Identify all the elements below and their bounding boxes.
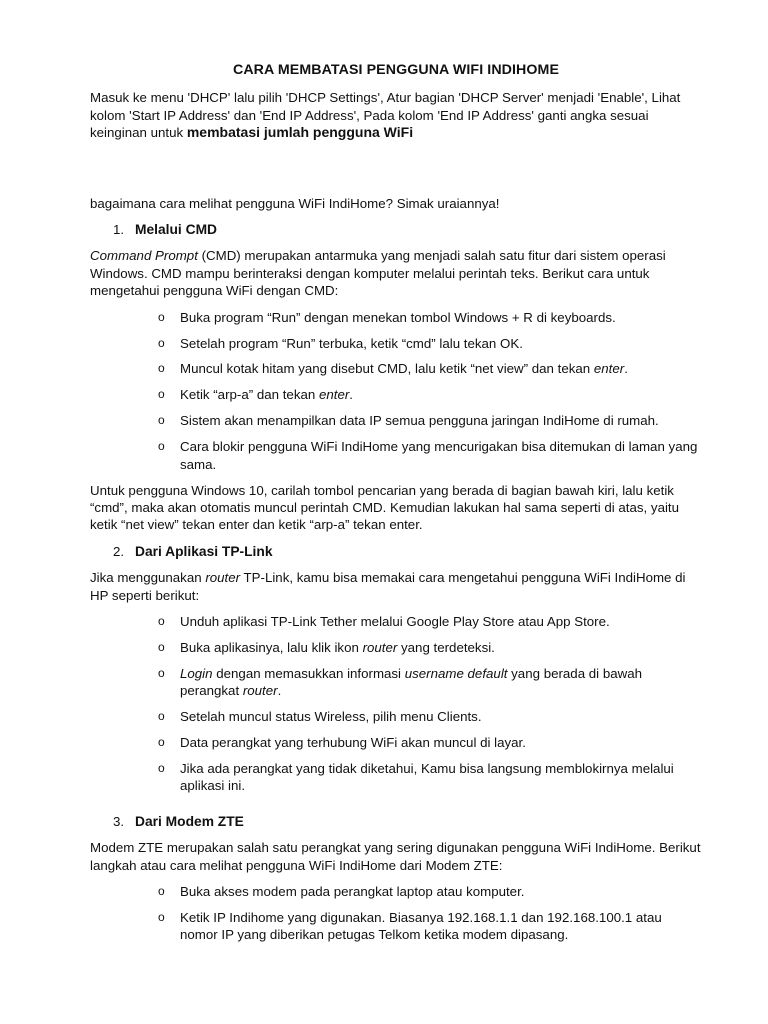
text-run: username default xyxy=(404,665,508,681)
text-run: router xyxy=(242,683,278,699)
text-run: TP-Link, kamu bisa memakai cara mengetahui pengguna WiFi IndiHome di HP seperti berikut: xyxy=(90,570,686,603)
bullet-icon: o xyxy=(158,439,165,454)
text-run: Modem ZTE merupakan salah satu perangkat yang sering digunakan pengguna WiFi IndiHome. Berikut langkah atau cara melihat pengguna WiFi IndiHome dari Modem ZTE: xyxy=(90,840,701,873)
section-intro xyxy=(90,569,702,604)
text-run: Login xyxy=(180,665,213,681)
list-item-text xyxy=(180,614,610,629)
list-item xyxy=(90,360,702,377)
list-item xyxy=(90,412,702,429)
text-run: . xyxy=(624,361,628,377)
text-run: router xyxy=(205,570,241,586)
list-item-text xyxy=(180,884,524,899)
text-run: router xyxy=(362,639,398,655)
list-item xyxy=(90,665,702,700)
text-run: Ketik IP Indihome yang digunakan. Biasanya 192.168.1.1 dan 192.168.100.1 atau nomor IP yang diberikan petugas Telkom ketika modem dipasang. xyxy=(180,909,662,943)
text-run: Setelah program “Run” terbuka, ketik “cmd” lalu tekan OK. xyxy=(180,335,523,351)
text-run: Ketik “arp-a” dan tekan xyxy=(180,387,319,403)
bullet-list xyxy=(90,309,702,473)
lead-paragraph: bagaimana cara melihat pengguna WiFi IndiHome? Simak uraiannya! xyxy=(90,195,500,211)
text-run: Buka program “Run” dengan menekan tombol Windows + R di keyboards. xyxy=(180,309,616,325)
section-outro: Untuk pengguna Windows 10, carilah tombol pencarian yang berada di bagian bawah kiri, lalu ketik “cmd”, maka akan otomatis muncul perintah CMD. Kemudian lakukan hal sama seperti di atas, yaitu ketik “net view” tekan enter dan ketik “arp-a” tekan enter. xyxy=(90,482,680,533)
section-heading xyxy=(90,221,702,238)
bullet-icon: o xyxy=(158,335,165,350)
list-item-text xyxy=(180,439,697,471)
list-item xyxy=(90,883,702,900)
section-heading xyxy=(90,543,702,560)
list-item xyxy=(90,708,702,725)
list-item-text xyxy=(180,640,495,655)
bullet-icon: o xyxy=(158,639,165,654)
text-run: Buka aplikasinya, lalu klik ikon xyxy=(180,639,363,655)
text-run: yang terdeteksi. xyxy=(397,639,495,655)
section-number: 3. xyxy=(113,813,125,829)
section-cmd xyxy=(90,221,702,534)
bullet-list xyxy=(90,883,702,944)
text-run: enter xyxy=(318,387,350,403)
text-run: Cara blokir pengguna WiFi IndiHome yang mencurigakan bisa ditemukan di laman yang sama. xyxy=(180,439,698,472)
intro-paragraph xyxy=(90,89,702,141)
bullet-icon: o xyxy=(158,413,165,428)
text-run: Data perangkat yang terhubung WiFi akan muncul di layar. xyxy=(180,734,526,750)
list-item xyxy=(90,309,702,326)
section-intro xyxy=(90,839,702,874)
section-tp-link xyxy=(90,543,702,795)
text-run: Jika ada perangkat yang tidak diketahui, Kamu bisa langsung memblokirnya melalui aplikasi ini. xyxy=(180,760,674,794)
text-run: Buka akses modem pada perangkat laptop atau komputer. xyxy=(180,883,525,899)
list-item-text xyxy=(180,666,642,698)
bullet-icon: o xyxy=(158,909,165,924)
list-item xyxy=(90,734,702,751)
text-run: enter xyxy=(593,361,625,377)
text-run: Masuk ke menu 'DHCP' lalu pilih 'DHCP Settings', Atur bagian 'DHCP Server' menjadi 'Enable', Lihat kolom 'Start IP Address' dan 'End IP Address', Pada kolom 'End IP Address' ganti angka sesuai keinginan untuk xyxy=(90,90,681,141)
list-item-text xyxy=(180,413,659,428)
list-item-text xyxy=(180,336,523,351)
text-run: . xyxy=(349,387,353,403)
text-run: Sistem akan menampilkan data IP semua pengguna jaringan IndiHome di rumah. xyxy=(180,413,659,429)
section-modem-zte xyxy=(90,813,702,944)
text-run: Jika menggunakan xyxy=(90,570,206,586)
list-item-text xyxy=(180,387,353,402)
bullet-icon: o xyxy=(158,665,165,680)
list-item xyxy=(90,760,702,795)
text-run: Muncul kotak hitam yang disebut CMD, lalu ketik “net view” dan tekan xyxy=(180,361,594,377)
text-run: (CMD) merupakan antarmuka yang menjadi salah satu fitur dari sistem operasi Windows. CMD mampu berinteraksi dengan komputer melalui perintah teks. Berikut cara untuk mengetahui pengguna WiFi dengan CMD: xyxy=(90,248,666,299)
list-item xyxy=(90,386,702,403)
document-page xyxy=(90,62,702,952)
text-run: Unduh aplikasi TP-Link Tether melalui Google Play Store atau App Store. xyxy=(180,613,610,629)
list-item-text xyxy=(180,761,674,793)
bullet-icon: o xyxy=(158,309,165,324)
section-intro xyxy=(90,247,702,299)
list-item-text xyxy=(180,361,628,376)
section-title: Dari Modem ZTE xyxy=(135,813,244,829)
list-item xyxy=(90,613,702,630)
list-item-text xyxy=(180,709,482,724)
bullet-list xyxy=(90,613,702,795)
list-item xyxy=(90,335,702,352)
list-item-text xyxy=(180,735,526,750)
section-number: 2. xyxy=(113,543,125,559)
section-heading xyxy=(90,813,702,830)
list-item-text xyxy=(180,910,662,942)
list-item xyxy=(90,438,702,473)
list-item-text xyxy=(180,310,616,325)
document-title: CARA MEMBATASI PENGGUNA WIFI INDIHOME xyxy=(232,62,560,78)
section-title: Dari Aplikasi TP-Link xyxy=(135,543,273,559)
text-run: . xyxy=(277,683,282,699)
list-item xyxy=(90,639,702,656)
text-run: Command Prompt xyxy=(90,248,198,264)
section-title: Melalui CMD xyxy=(135,222,218,238)
section-number: 1. xyxy=(113,222,125,238)
bullet-icon: o xyxy=(158,760,165,775)
bullet-icon: o xyxy=(158,387,165,402)
list-item xyxy=(90,909,702,944)
text-run: membatasi jumlah pengguna WiFi xyxy=(186,124,414,141)
text-run: yang berada di bawah perangkat xyxy=(180,665,643,699)
bullet-icon: o xyxy=(158,709,165,724)
text-run: dengan memasukkan informasi xyxy=(212,665,405,681)
bullet-icon: o xyxy=(158,613,165,628)
bullet-icon: o xyxy=(158,361,165,376)
bullet-icon: o xyxy=(158,883,165,898)
text-run: Setelah muncul status Wireless, pilih menu Clients. xyxy=(180,709,482,725)
bullet-icon: o xyxy=(158,734,165,749)
